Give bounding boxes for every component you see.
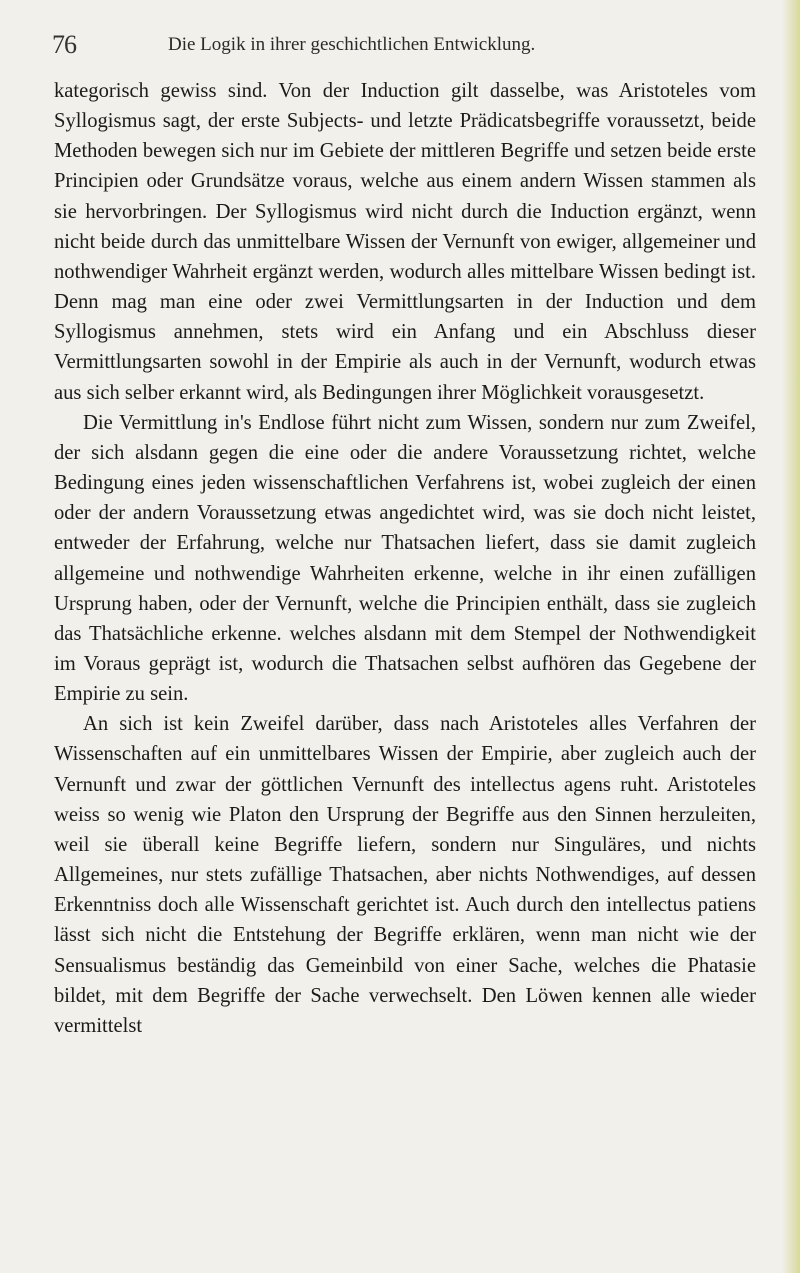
page-edge-shading	[782, 0, 800, 1273]
running-title: Die Logik in ihrer geschichtlichen Entwicklung.	[168, 34, 536, 55]
paragraph-1: kategorisch gewiss sind. Von der Induction gilt dasselbe, was Aristoteles vom Syllogismus sagt, der erste Subjects- und letzte Prädicatsbegriffe voraussetzt, beide Methoden bewegen sich nur im Gebiete der mittleren Begriffe und setzen beide erste Principien oder Grundsätze voraus, welche aus einem andern Wissen stammen als sie hervorbringen. Der Syllogismus wird nicht durch die Induction ergänzt, wenn nicht beide durch das unmittelbare Wissen der Vernunft von ewiger, allgemeiner und nothwendiger Wahrheit ergänzt werden, wodurch alles mittelbare Wissen bedingt ist. Denn mag man eine oder zwei Vermittlungsarten in der Induction und dem Syllogismus annehmen, stets wird ein Anfang und ein Abschluss dieser Vermittlungsarten sowohl in der Empirie als auch in der Vernunft, wodurch etwas aus sich selber erkannt wird, als Bedingungen ihrer Möglichkeit vorausgesetzt.	[54, 80, 756, 404]
text-body	[54, 76, 756, 1041]
running-head	[52, 30, 752, 60]
paragraph-3: An sich ist kein Zweifel darüber, dass nach Aristoteles alles Verfahren der Wissenschaften auf ein unmittelbares Wissen der Empirie, aber zugleich auch der Vernunft und zwar der göttlichen Vernunft des intellectus agens ruht. Aristoteles weiss so wenig wie Platon den Ursprung der Begriffe aus den Sinnen herzuleiten, weil sie überall keine Begriffe liefern, sondern nur Singuläres, und nichts Allgemeines, nur stets zufällige Thatsachen, aber nichts Nothwendiges, auf dessen Erkenntniss doch alle Wissenschaft gerichtet ist. Auch durch den intellectus patiens lässt sich nicht die Entstehung der Begriffe erklären, wenn man nicht wie der Sensualismus beständig das Gemeinbild von einer Sache, welches die Phatasie bildet, mit dem Begriffe der Sache verwechselt. Den Löwen kennen alle wieder vermittelst	[54, 713, 756, 1037]
page-number: 76	[52, 30, 76, 59]
paragraph-2: Die Vermittlung in's Endlose führt nicht zum Wissen, sondern nur zum Zweifel, der sich alsdann gegen die eine oder die andere Voraussetzung richtet, welche Bedingung eines jeden wissenschaftlichen Verfahrens ist, wobei zugleich der einen oder der andern Voraussetzung etwas angedichtet wird, was sie doch nicht leistet, entweder der Erfahrung, welche nur Thatsachen liefert, dass sie damit zugleich allgemeine und nothwendige Wahrheiten erkenne, welche in ihr einen zufälligen Ursprung haben, oder der Vernunft, welche die Principien enthält, dass sie zugleich das Thatsächliche erkenne. welches alsdann mit dem Stempel der Nothwendigkeit im Voraus geprägt ist, wodurch die Thatsachen selbst aufhören das Gegebene der Empirie zu sein.	[54, 411, 756, 706]
